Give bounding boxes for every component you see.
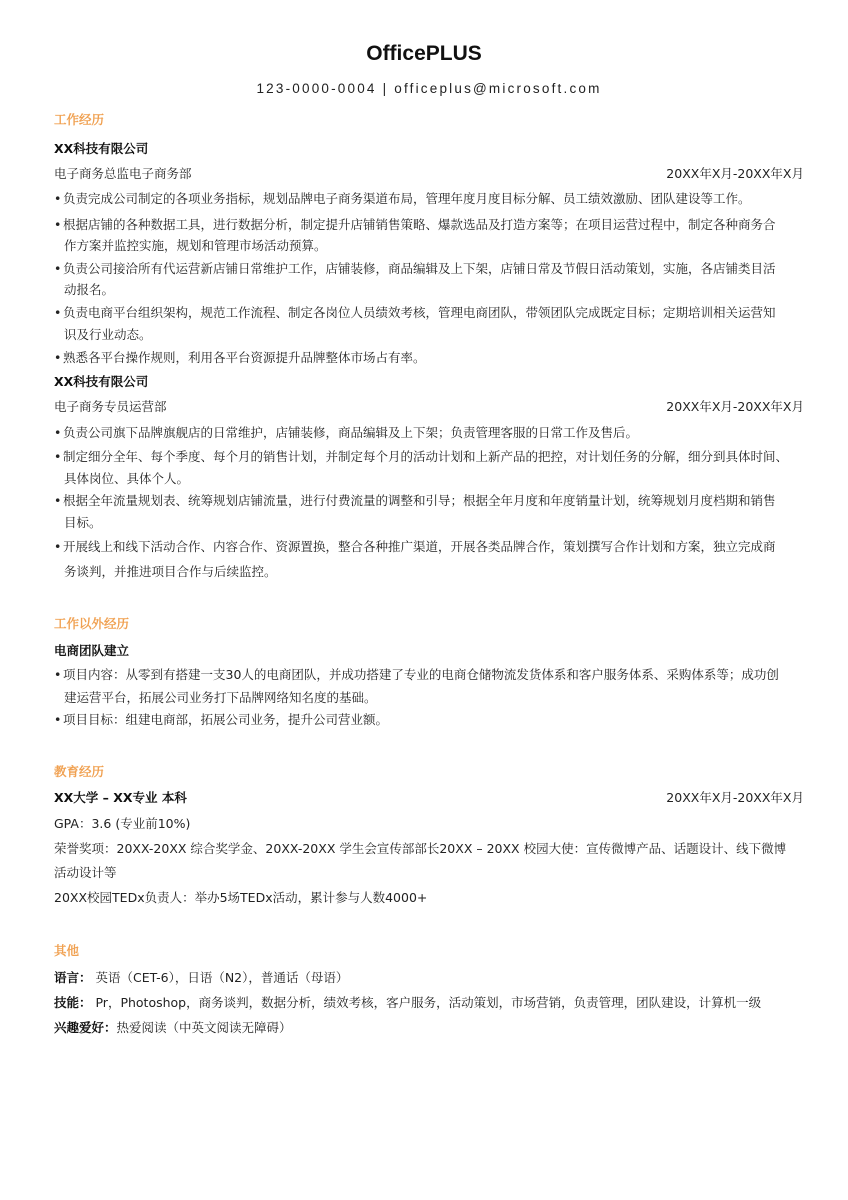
job-bullet-cont: 作方案并监控实施，规划和管理市场活动预算。 xyxy=(64,238,327,253)
job-bullet: • 负责公司旗下品牌旗舰店的日常维护，店铺装修，商品编辑及上下架；负责管理客服的日常工作及售后。 xyxy=(54,425,639,440)
tedx: 20XX校园TEDx负责人：举办5场TEDx活动，累计参与人数4000+ xyxy=(54,890,428,905)
project-name: 电商团队建立 xyxy=(54,643,130,658)
job-bullet-cont: 目标。 xyxy=(64,515,102,530)
job-bullet: • 制定细分全年、每个季度、每个月的销售计划，并制定每个月的活动计划和上新产品的把控，对计划任务的分解，细分到具体时间、 xyxy=(54,449,789,464)
honors-cont: 活动设计等 xyxy=(54,865,117,880)
section-title-work: 工作经历 xyxy=(54,112,105,127)
job-bullet-cont: 动报名。 xyxy=(64,282,115,297)
education-date: 20XX年X月-20XX年X月 xyxy=(666,790,804,805)
project-bullet-cont: 建运营平台，拓展公司业务打下品牌网络知名度的基础。 xyxy=(64,690,377,705)
languages: 语言： 英语（CET-6），日语（N2），普通话（母语） xyxy=(54,970,349,985)
job-bullet-cont: 务谈判，并推进项目合作与后续监控。 xyxy=(64,564,277,579)
job-position: 电子商务专员运营部 xyxy=(54,399,167,414)
project-bullet: • 项目内容：从零到有搭建一支30人的电商团队，并成功搭建了专业的电商仓储物流发货体系和客户服务体系、采购体系等；成功创 xyxy=(54,667,779,682)
candidate-name: OfficePLUS xyxy=(366,42,482,65)
company-name: XX科技有限公司 xyxy=(54,374,149,389)
hobbies: 兴趣爱好：热爱阅读（中英文阅读无障碍） xyxy=(54,1020,292,1035)
skills: 技能： Pr，Photoshop，商务谈判，数据分析，绩效考核，客户服务，活动策划，市场营销，负责管理，团队建设，计算机一级 xyxy=(54,995,762,1010)
job-bullet-cont: 具体岗位、具体个人。 xyxy=(64,471,190,486)
section-title-other-experience: 工作以外经历 xyxy=(54,616,130,631)
contact-info: 123-0000-0004 | officeplus@microsoft.com xyxy=(256,81,602,96)
job-bullet: • 开展线上和线下活动合作、内容合作、资源置换，整合各种推广渠道，开展各类品牌合作，策划撰写合作计划和方案，独立完成商 xyxy=(54,539,776,554)
job-bullet: • 熟悉各平台操作规则，利用各平台资源提升品牌整体市场占有率。 xyxy=(54,350,426,365)
section-title-education: 教育经历 xyxy=(54,764,105,779)
job-position: 电子商务总监电子商务部 xyxy=(54,166,192,181)
company-name: XX科技有限公司 xyxy=(54,141,149,156)
job-bullet: • 根据店铺的各种数据工具，进行数据分析，制定提升店铺销售策略、爆款选品及打造方案等；在项目运营过程中，制定各种商务合 xyxy=(54,217,776,232)
section-title-others: 其他 xyxy=(54,943,80,958)
gpa: GPA：3.6 (专业前10%) xyxy=(54,816,191,831)
job-bullet: • 负责完成公司制定的各项业务指标，规划品牌电子商务渠道布局，管理年度月度目标分解、员工绩效激励、团队建设等工作。 xyxy=(54,191,751,206)
job-date: 20XX年X月-20XX年X月 xyxy=(666,399,804,414)
job-bullet-cont: 识及行业动态。 xyxy=(64,327,152,342)
job-bullet: • 负责电商平台组织架构，规范工作流程、制定各岗位人员绩效考核，管理电商团队，带领团队完成既定目标；定期培训相关运营知 xyxy=(54,305,776,320)
job-bullet: • 根据全年流量规划表、统筹规划店铺流量，进行付费流量的调整和引导；根据全年月度和年度销量计划，统筹规划月度档期和销售 xyxy=(54,493,776,508)
job-date: 20XX年X月-20XX年X月 xyxy=(666,166,804,181)
project-bullet: • 项目目标：组建电商部，拓展公司业务，提升公司营业额。 xyxy=(54,712,389,727)
job-bullet: • 负责公司接洽所有代运营新店铺日常维护工作，店铺装修，商品编辑及上下架，店铺日常及节假日活动策划，实施，各店铺类目活 xyxy=(54,261,776,276)
honors: 荣誉奖项：20XX-20XX 综合奖学金、20XX-20XX 学生会宣传部部长20XX – 20XX 校园大使：宣传微博产品、话题设计、线下微博 xyxy=(54,841,787,856)
school-name: XX大学 – XX专业 本科 xyxy=(54,790,187,805)
